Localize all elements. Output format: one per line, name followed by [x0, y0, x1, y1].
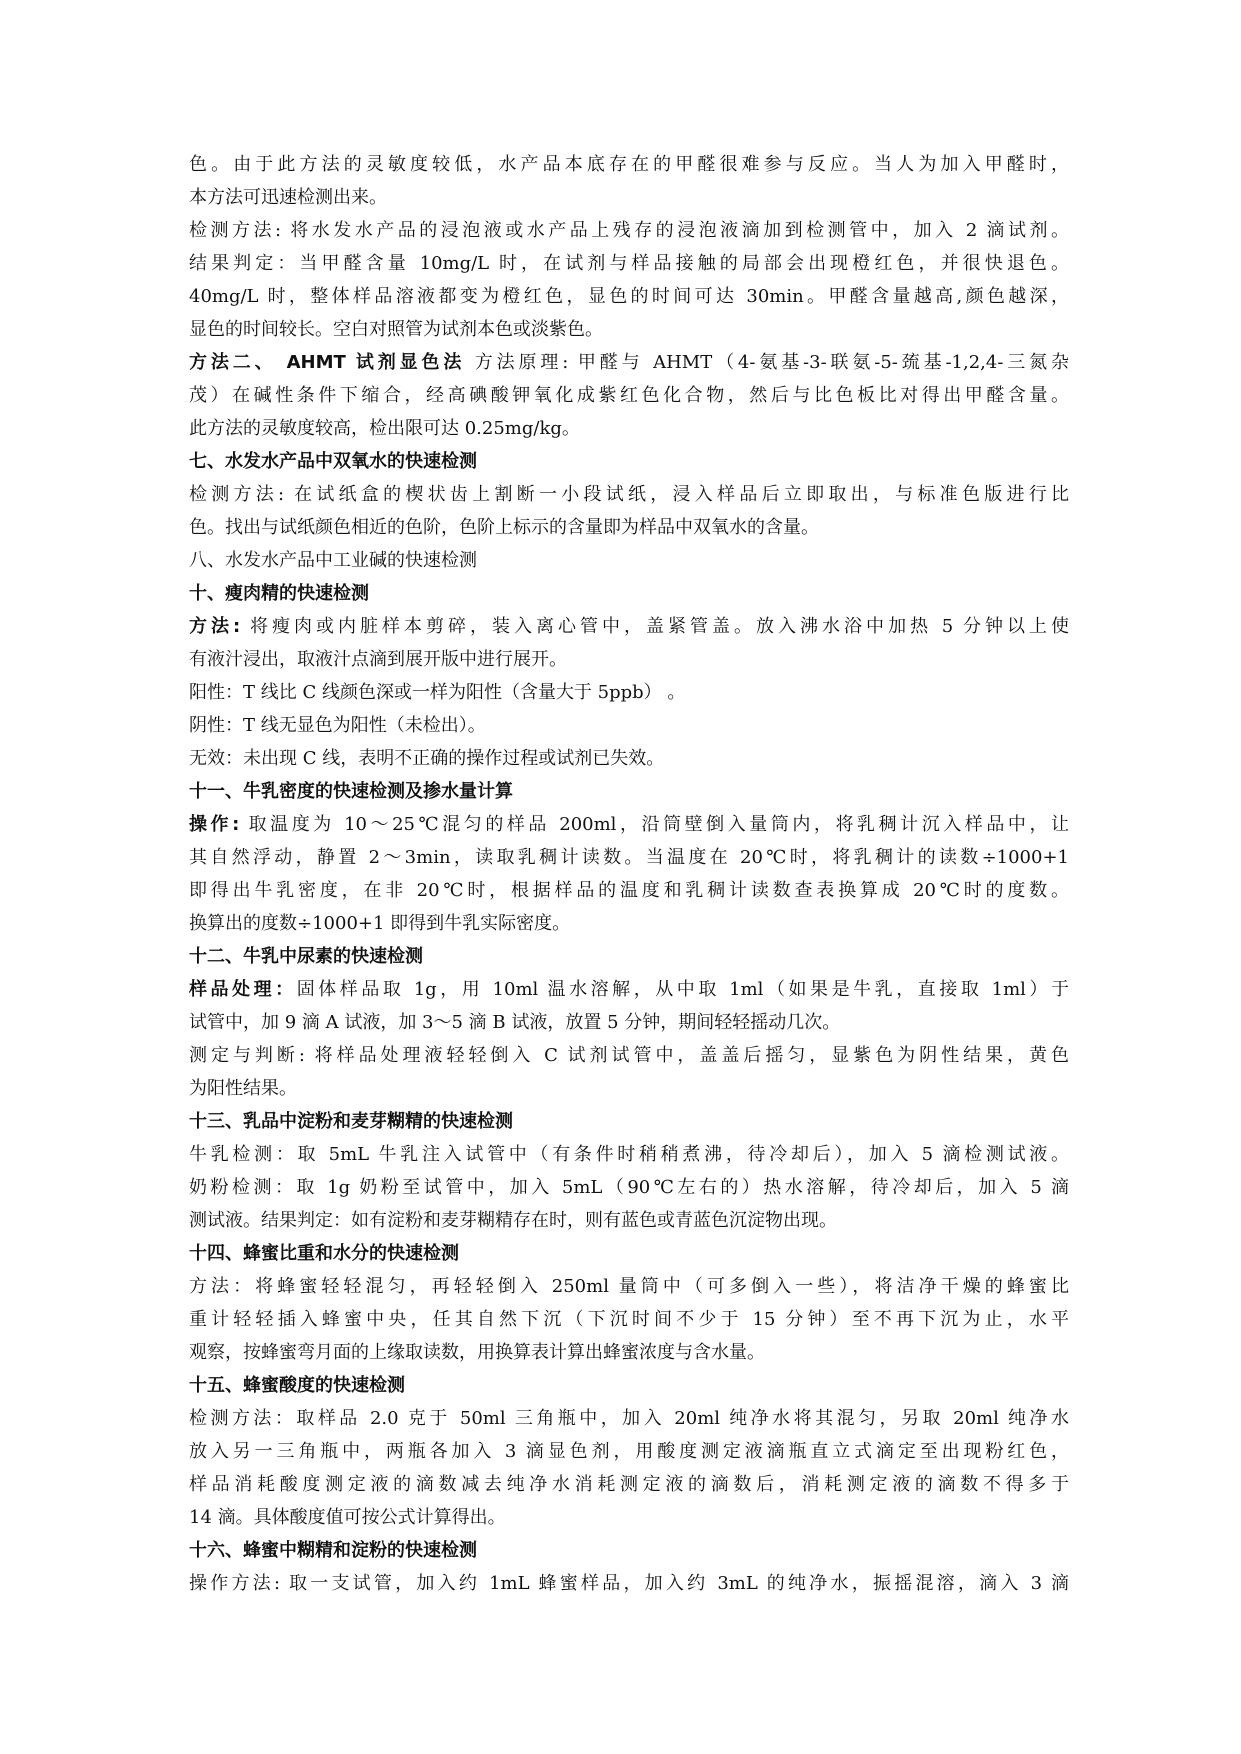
paragraph-line: 显色的时间较长。空白对照管为试剂本色或淡紫色。	[189, 319, 603, 340]
section-heading: 十一、牛乳密度的快速检测及掺水量计算	[189, 781, 513, 802]
paragraph-line: 结果判定：当甲醛含量 10mg/L 时，在试剂与样品接触的局部会出现橙红色，并很快退色。	[189, 253, 1069, 274]
paragraph-line: 操作: 取温度为 10～25℃混匀的样品 200ml，沿筒壁倒入量筒内，将乳稠计沉入样品中，让	[189, 814, 1069, 835]
section-heading: 十、瘦肉精的快速检测	[189, 583, 369, 604]
paragraph-line: 奶粉检测：取 1g 奶粉至试管中，加入 5mL（90℃左右的）热水溶解，待冷却后，加入 5 滴	[189, 1177, 1069, 1198]
section-heading: 七、水发水产品中双氧水的快速检测	[189, 451, 477, 472]
inline-bold-label: 操作:	[189, 814, 240, 835]
paragraph-line: 检测方法: 在试纸盒的楔状齿上割断一小段试纸，浸入样品后立即取出，与标准色版进行比	[189, 484, 1069, 505]
paragraph-line: 为阳性结果。	[189, 1078, 297, 1099]
paragraph-line: 重计轻轻插入蜂蜜中央，任其自然下沉（下沉时间不少于 15 分钟）至不再下沉为止，水平	[189, 1309, 1069, 1330]
paragraph-line: 换算出的度数÷1000+1 即得到牛乳实际密度。	[189, 913, 571, 934]
paragraph-line: 样品处理：固体样品取 1g，用 10ml 温水溶解，从中取 1ml（如果是牛乳，直接取 1ml）于	[189, 979, 1069, 1000]
paragraph-line: 测定与判断: 将样品处理液轻轻倒入 C 试剂试管中，盖盖后摇匀，显紫色为阴性结果，黄色	[189, 1045, 1069, 1066]
paragraph-line: 操作方法: 取一支试管，加入约 1mL 蜂蜜样品，加入约 3mL 的纯净水，振摇混溶，滴入 3 滴	[189, 1573, 1069, 1594]
paragraph-line: 放入另一三角瓶中，两瓶各加入 3 滴显色剂，用酸度测定液滴瓶直立式滴定至出现粉红色，	[189, 1441, 1069, 1462]
paragraph-line: 牛乳检测：取 5mL 牛乳注入试管中（有条件时稍稍煮沸，待冷却后），加入 5 滴检测试液。	[189, 1144, 1069, 1165]
paragraph-line: 色。找出与试纸颜色相近的色阶，色阶上标示的含量即为样品中双氧水的含量。	[189, 517, 819, 538]
paragraph-line: 观察，按蜂蜜弯月面的上缘取读数，用换算表计算出蜂蜜浓度与含水量。	[189, 1342, 765, 1363]
paragraph-line: 其自然浮动，静置 2～3min，读取乳稠计读数。当温度在 20℃时，将乳稠计的读数÷1000+1	[189, 847, 1069, 868]
paragraph-line: 方法二、 AHMT 试剂显色法 方法原理: 甲醛与 AHMT（4-氨基-3-联氨-5-巯基-1,2,4-三氮杂	[189, 352, 1070, 373]
paragraph-line: 测试液。结果判定：如有淀粉和麦芽糊精存在时，则有蓝色或青蓝色沉淀物出现。	[189, 1210, 837, 1231]
paragraph-line: 色。由于此方法的灵敏度较低，水产品本底存在的甲醛很难参与反应。当人为加入甲醛时，	[189, 154, 1069, 175]
paragraph-line: 阴性：T 线无显色为阳性（未检出）。	[189, 715, 486, 736]
section-heading: 十三、乳品中淀粉和麦芽糊精的快速检测	[189, 1111, 513, 1132]
paragraph-line: 八、水发水产品中工业碱的快速检测	[189, 550, 477, 571]
paragraph-line: 40mg/L 时，整体样品溶液都变为橙红色，显色的时间可达 30min。甲醛含量越高,颜色越深，	[189, 286, 1069, 307]
paragraph-line: 有液汁浸出，取液汁点滴到展开版中进行展开。	[189, 649, 567, 670]
paragraph-line: 14 滴。具体酸度值可按公式计算得出。	[189, 1507, 506, 1528]
section-heading: 十五、蜂蜜酸度的快速检测	[189, 1375, 405, 1396]
paragraph-line: 即得出牛乳密度，在非 20℃时，根据样品的温度和乳稠计读数查表换算成 20℃时的度数。	[189, 880, 1069, 901]
inline-bold-label: 样品处理：	[189, 979, 297, 1000]
inline-bold-label: 方法二、 AHMT 试剂显色法	[189, 352, 466, 373]
paragraph-line: 茂）在碱性条件下缩合，经高碘酸钾氧化成紫红色化合物，然后与比色板比对得出甲醛含量。	[189, 385, 1069, 406]
section-heading: 十四、蜂蜜比重和水分的快速检测	[189, 1243, 459, 1264]
paragraph-line: 样品消耗酸度测定液的滴数减去纯净水消耗测定液的滴数后，消耗测定液的滴数不得多于	[189, 1474, 1069, 1495]
inline-bold-label: 方法:	[189, 616, 241, 637]
paragraph-line: 检测方法: 将水发水产品的浸泡液或水产品上残存的浸泡液滴加到检测管中，加入 2 滴试剂。	[189, 220, 1069, 241]
paragraph-line: 此方法的灵敏度较高，检出限可达 0.25mg/kg。	[189, 418, 580, 439]
paragraph-line: 本方法可迅速检测出来。	[189, 187, 387, 208]
section-heading: 十二、牛乳中尿素的快速检测	[189, 946, 423, 967]
paragraph-line: 方法：将蜂蜜轻轻混匀，再轻轻倒入 250ml 量筒中（可多倒入一些），将洁净干燥的蜂蜜比	[189, 1276, 1069, 1297]
paragraph-line: 阳性：T 线比 C 线颜色深或一样为阳性（含量大于 5ppb） 。	[189, 682, 686, 703]
paragraph-line: 检测方法：取样品 2.0 克于 50ml 三角瓶中，加入 20ml 纯净水将其混匀，另取 20ml 纯净水	[189, 1408, 1069, 1429]
document-page	[189, 148, 1069, 1600]
paragraph-line: 试管中，加 9 滴 A 试液，加 3～5 滴 B 试液，放置 5 分钟，期间轻轻摇动几次。	[189, 1012, 841, 1033]
section-heading: 十六、蜂蜜中糊精和淀粉的快速检测	[189, 1540, 477, 1561]
paragraph-line: 无效：未出现 C 线，表明不正确的操作过程或试剂已失效。	[189, 748, 665, 769]
paragraph-line: 方法: 将瘦肉或内脏样本剪碎，装入离心管中，盖紧管盖。放入沸水浴中加热 5 分钟以上使	[189, 616, 1069, 637]
